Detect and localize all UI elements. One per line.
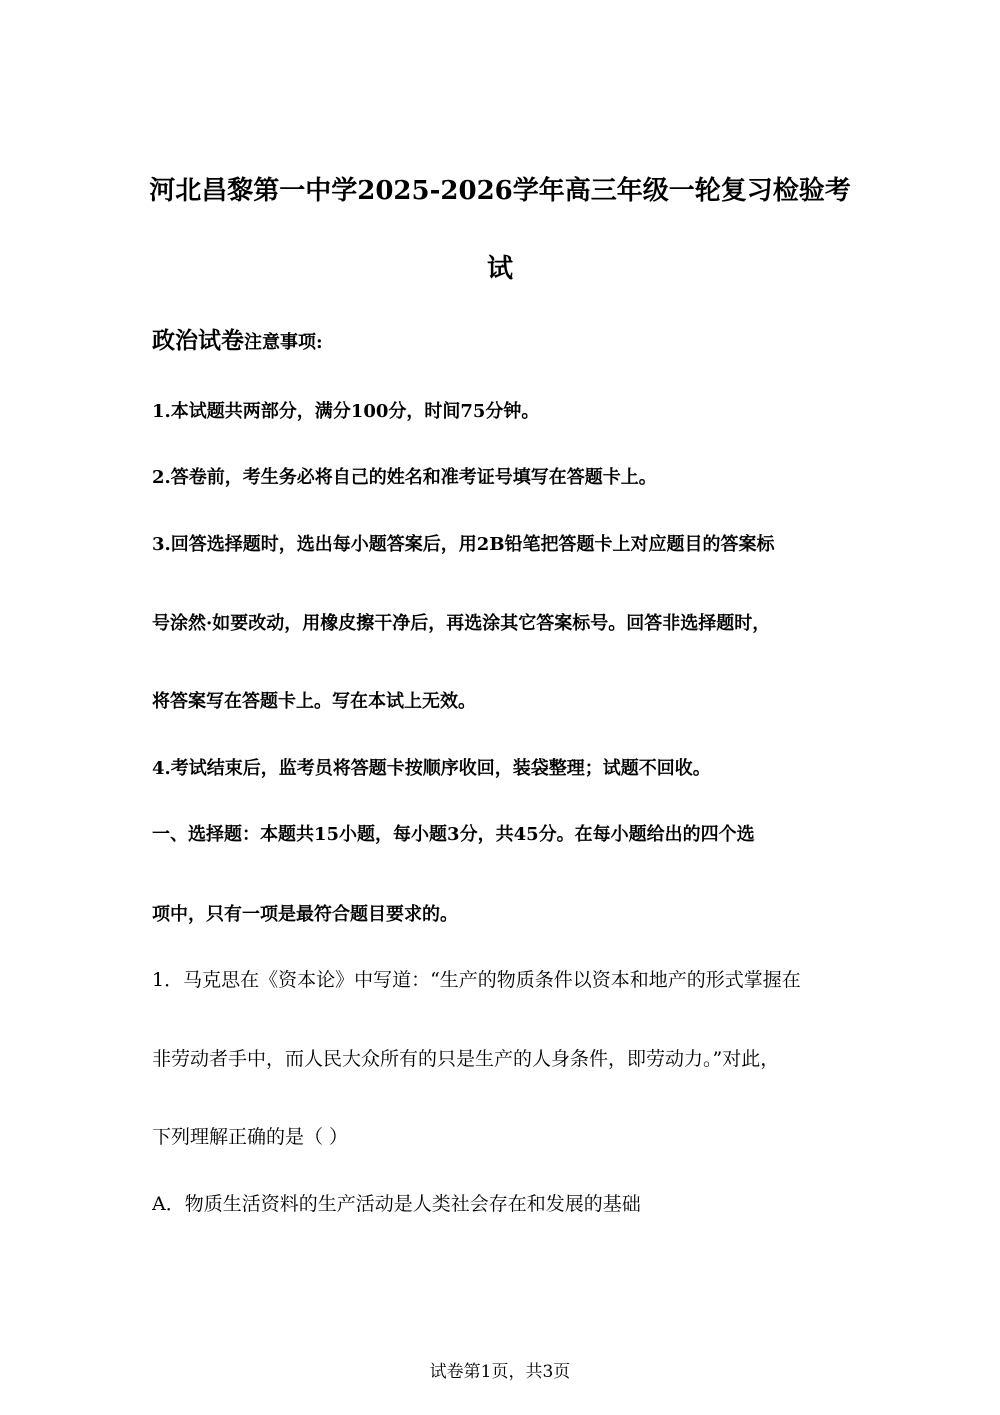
section-heading-line: 一、选择题：本题共15小题，每小题3分，共45分。在每小题给出的四个选 — [152, 824, 755, 845]
subject-label: 政治试卷 — [152, 327, 244, 354]
section-heading-line: 项中，只有一项是最符合题目要求的。 — [152, 904, 458, 925]
notice-item: 4.考试结束后，监考员将答题卡按顺序收回，装袋整理；试题不回收。 — [152, 758, 711, 779]
page-footer: 试卷第1页，共3页 — [429, 1362, 571, 1382]
notice-item: 号涂然·如要改动，用橡皮擦干净后，再选涂其它答案标号。回答非选择题时， — [152, 613, 771, 634]
exam-title-line2: 试 — [486, 254, 513, 284]
question-stem-line: 1．马克思在《资本论》中写道：“生产的物质条件以资本和地产的形式掌握在 — [152, 969, 801, 991]
notice-item: 2.答卷前，考生务必将自己的姓名和准考证号填写在答题卡上。 — [152, 467, 657, 488]
notice-item: 3.回答选择题时，选出每小题答案后，用2B铅笔把答题卡上对应题目的答案标 — [152, 534, 775, 555]
notice-heading: 注意事项: — [244, 332, 323, 353]
question-stem-line: 非劳动者手中，而人民大众所有的只是生产的人身条件，即劳动力。”对此， — [152, 1048, 780, 1070]
question-option-a: A．物质生活资料的生产活动是人类社会存在和发展的基础 — [152, 1193, 641, 1215]
question-stem-line: 下列理解正确的是（ ） — [152, 1126, 349, 1148]
exam-title-line1: 河北昌黎第一中学2025-2026学年高三年级一轮复习检验考 — [149, 176, 851, 206]
subject-and-notice-heading — [152, 322, 852, 355]
notice-item: 将答案写在答题卡上。写在本试上无效。 — [152, 691, 476, 712]
notice-item: 1.本试题共两部分，满分100分，时间75分钟。 — [152, 401, 540, 422]
